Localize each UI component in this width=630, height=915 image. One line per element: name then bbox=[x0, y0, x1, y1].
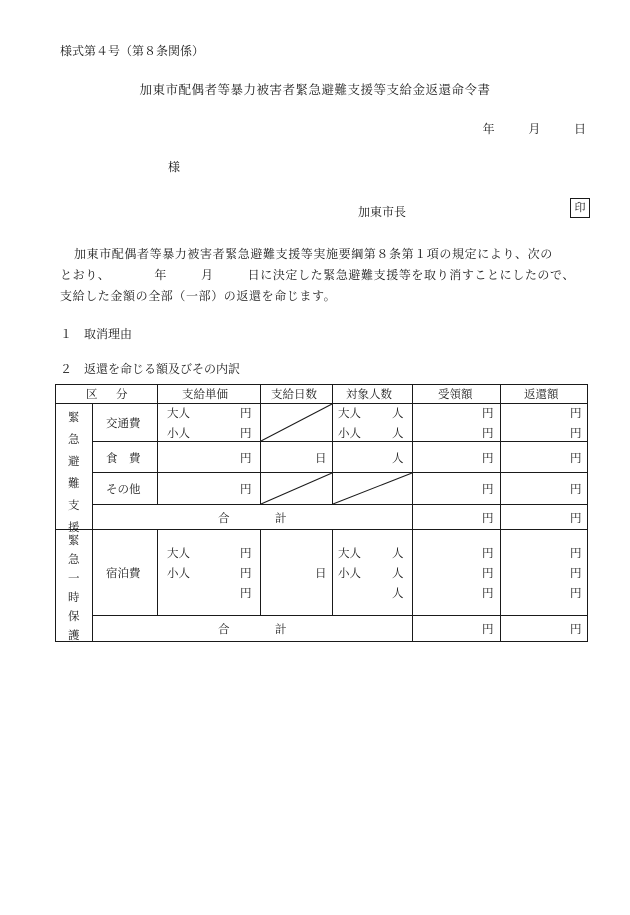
header-received: 受領額 bbox=[438, 387, 473, 401]
temporary-total-refund-yen: 円 bbox=[570, 622, 582, 636]
header-refund: 返還額 bbox=[524, 387, 559, 401]
body-line-2-year: 年 bbox=[154, 268, 168, 282]
addressee-suffix: 様 bbox=[168, 160, 181, 174]
emergency-section-label bbox=[68, 410, 80, 534]
emergency-label-char: 難 bbox=[68, 476, 80, 490]
issuer-name: 加東市長 bbox=[358, 205, 407, 219]
transport-child-yen: 円 bbox=[240, 426, 252, 440]
temporary-label-char: 急 bbox=[68, 552, 80, 566]
emergency-total-a: 合 bbox=[218, 511, 230, 525]
food-unit-yen: 円 bbox=[240, 451, 252, 465]
document-title: 加東市配偶者等暴力被害者緊急避難支援等支給金返還命令書 bbox=[139, 82, 491, 97]
lodging-persons-adult: 大人 bbox=[338, 546, 361, 560]
lodging-refund-yen: 円 bbox=[570, 546, 582, 560]
emergency-total-received-yen: 円 bbox=[482, 511, 494, 525]
lodging-persons-extra-unit: 人 bbox=[392, 586, 404, 600]
lodging-persons-adult-unit: 人 bbox=[392, 546, 404, 560]
temporary-label-char: 保 bbox=[68, 609, 80, 623]
transport-adult-yen: 円 bbox=[240, 406, 252, 420]
transport-persons-adult-unit: 人 bbox=[392, 406, 404, 420]
date-month: 月 bbox=[528, 122, 541, 136]
temporary-label-char: 時 bbox=[68, 590, 80, 604]
temporary-section-label bbox=[68, 533, 80, 642]
emergency-total-b: 計 bbox=[275, 511, 287, 525]
food-refund-yen: 円 bbox=[570, 451, 582, 465]
lodging-extra-yen: 円 bbox=[240, 586, 252, 600]
transport-refund-yen: 円 bbox=[570, 406, 582, 420]
emergency-label-char: 急 bbox=[68, 432, 80, 446]
body-line-2-start: とおり、 bbox=[60, 268, 111, 282]
body-line-2-end: 日に決定した緊急避難支援等を取り消すことにしたので、 bbox=[247, 268, 575, 282]
body-line-3: 支給した金額の全部（一部）の返還を命じます。 bbox=[60, 289, 337, 303]
date-year: 年 bbox=[482, 122, 495, 136]
other-unit-yen: 円 bbox=[240, 482, 252, 496]
transport-persons-adult: 大人 bbox=[338, 406, 361, 420]
lodging-adult-yen: 円 bbox=[240, 546, 252, 560]
emergency-label-char: 支 bbox=[68, 498, 80, 512]
temporary-label-char: 緊 bbox=[68, 533, 80, 547]
lodging-persons-child: 小人 bbox=[338, 566, 361, 580]
item-cancel-reason: １ 取消理由 bbox=[60, 327, 133, 341]
body-line-1: 加東市配偶者等暴力被害者緊急避難支援等実施要綱第８条第１項の規定により、次の bbox=[74, 247, 553, 261]
lodging-adult-label: 大人 bbox=[167, 546, 190, 560]
transport-received-yen: 円 bbox=[482, 406, 494, 420]
food-days-unit: 日 bbox=[315, 451, 327, 465]
transport-refund-yen: 円 bbox=[570, 426, 582, 440]
seal-mark: 印 bbox=[570, 198, 590, 218]
emergency-label-char: 避 bbox=[68, 454, 80, 468]
transport-child-label: 小人 bbox=[167, 426, 190, 440]
item-refund-breakdown: ２ 返還を命じる額及びその内訳 bbox=[60, 362, 241, 376]
header-persons: 対象人数 bbox=[346, 387, 392, 401]
header-category-b: 分 bbox=[116, 387, 128, 401]
lodging-child-yen: 円 bbox=[240, 566, 252, 580]
row-transport: 交通費 bbox=[106, 416, 141, 430]
emergency-total-refund-yen: 円 bbox=[570, 511, 582, 525]
temporary-label-char: 一 bbox=[68, 571, 80, 585]
lodging-days-unit: 日 bbox=[315, 566, 327, 580]
header-category-a: 区 bbox=[86, 387, 98, 401]
transport-adult-label: 大人 bbox=[167, 406, 190, 420]
other-refund-yen: 円 bbox=[570, 482, 582, 496]
food-received-yen: 円 bbox=[482, 451, 494, 465]
header-days: 支給日数 bbox=[271, 387, 317, 401]
temporary-label-char: 護 bbox=[68, 628, 80, 642]
header-unit-price: 支給単価 bbox=[182, 387, 228, 401]
temporary-total-received-yen: 円 bbox=[482, 622, 494, 636]
row-other: その他 bbox=[106, 482, 141, 496]
lodging-received-yen: 円 bbox=[482, 566, 494, 580]
lodging-received-yen: 円 bbox=[482, 546, 494, 560]
lodging-child-label: 小人 bbox=[167, 566, 190, 580]
body-line-2-month: 月 bbox=[201, 268, 214, 282]
lodging-refund-yen: 円 bbox=[570, 586, 582, 600]
food-persons-unit: 人 bbox=[392, 451, 404, 465]
emergency-label-char: 緊 bbox=[68, 410, 80, 424]
form-number: 様式第４号（第８条関係） bbox=[60, 44, 205, 58]
emergency-label-char: 援 bbox=[68, 520, 80, 534]
row-lodging: 宿泊費 bbox=[106, 566, 141, 580]
lodging-refund-yen: 円 bbox=[570, 566, 582, 580]
date-day: 日 bbox=[573, 122, 586, 136]
temporary-total-b: 計 bbox=[275, 622, 287, 636]
other-received-yen: 円 bbox=[482, 482, 494, 496]
lodging-received-yen: 円 bbox=[482, 586, 494, 600]
transport-received-yen: 円 bbox=[482, 426, 494, 440]
transport-persons-child: 小人 bbox=[338, 426, 361, 440]
transport-persons-child-unit: 人 bbox=[392, 426, 404, 440]
row-food: 食 費 bbox=[106, 451, 141, 465]
temporary-total-a: 合 bbox=[218, 622, 230, 636]
lodging-persons-child-unit: 人 bbox=[392, 566, 404, 580]
